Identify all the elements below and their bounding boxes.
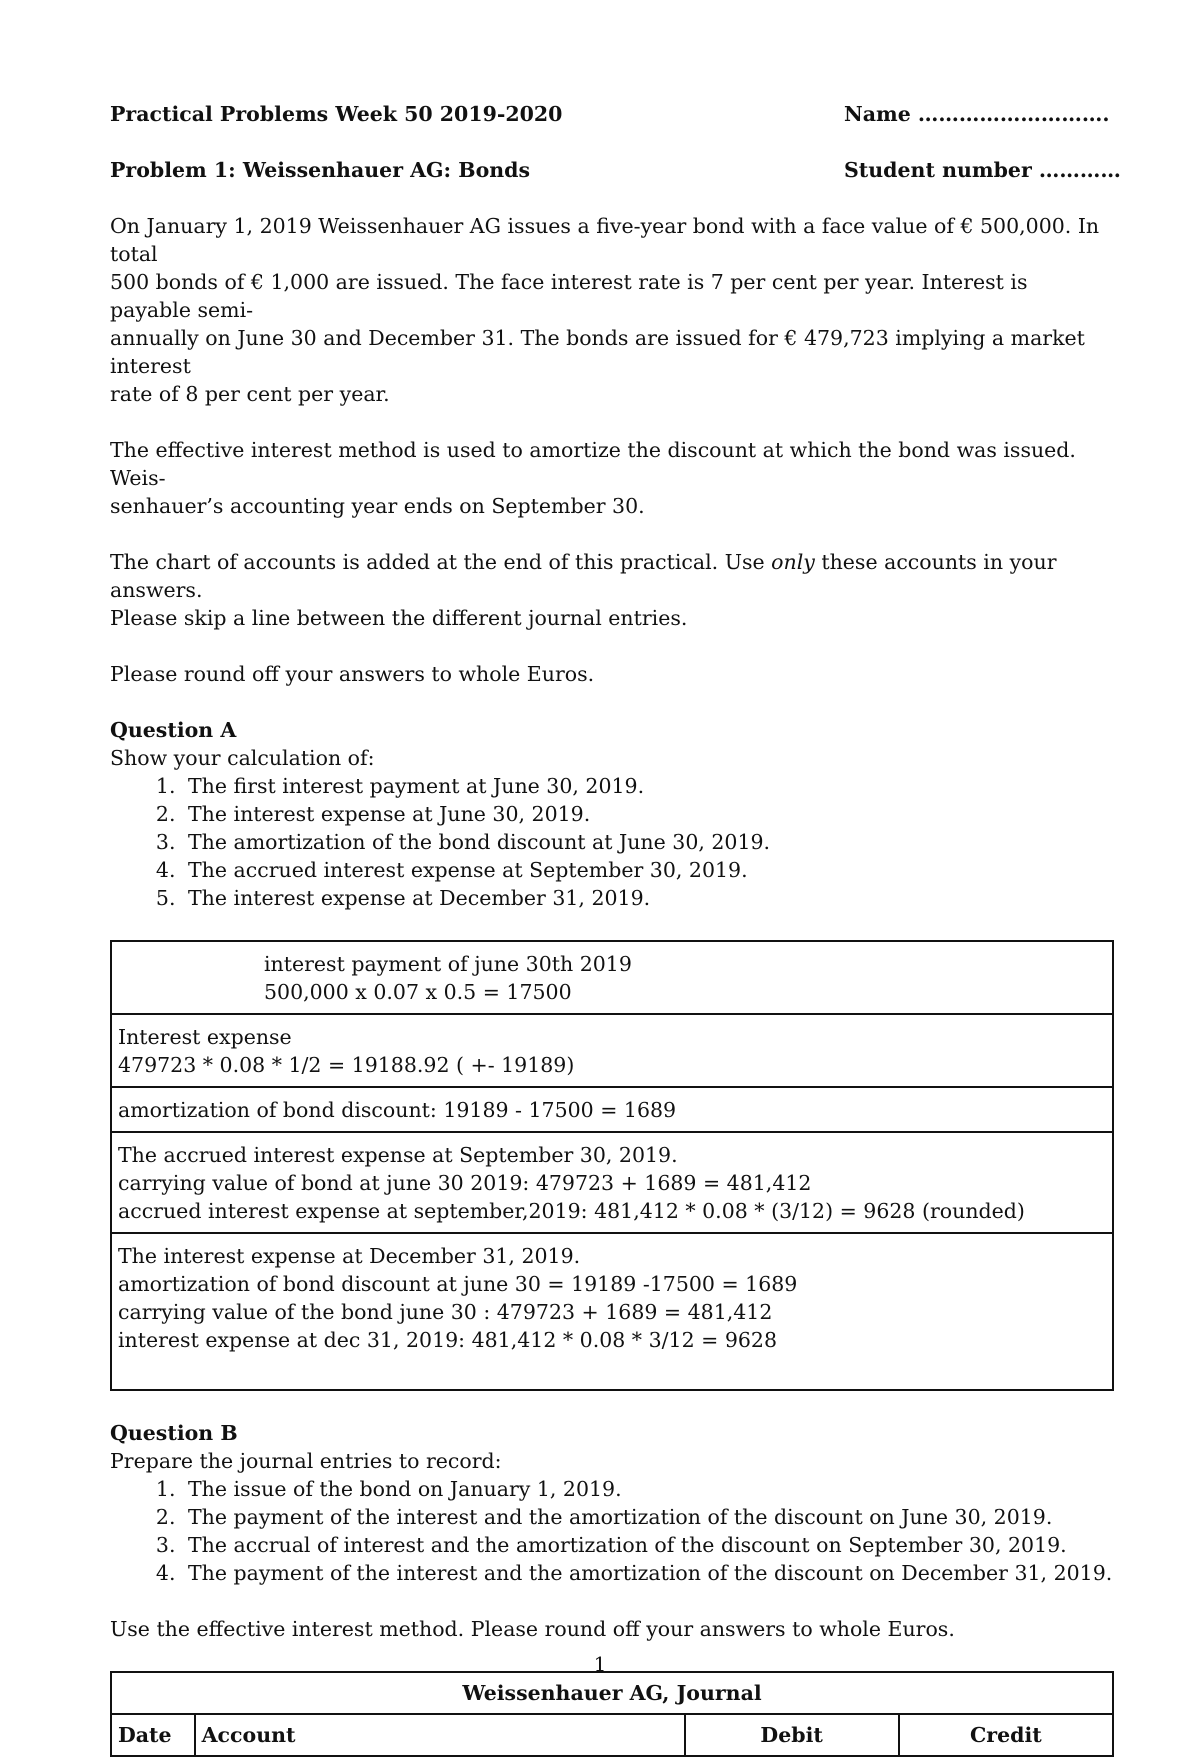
intro-line: The effective interest method is used to amortize the discount at which the bond was issued. Weis- [110,438,1076,490]
answer-box [110,940,1114,1391]
list-item: 2. The interest expense at June 30, 2019. [182,800,1114,828]
header-row-1 [110,100,1114,128]
intro-line: annually on June 30 and December 31. The bonds are issued for € 479,723 implying a market interest [110,326,1085,378]
intro-paragraph-2 [110,436,1114,520]
answer-line: Interest expense [118,1025,292,1049]
list-item: 3. The accrual of interest and the amortization of the discount on September 30, 2019. [182,1531,1114,1559]
intro-text: The chart of accounts is added at the end of this practical. Use [110,550,772,574]
question-b-note: Use the effective interest method. Please round off your answers to whole Euros. [110,1617,955,1641]
page-number: 1 [593,1652,607,1676]
journal-title-row [111,1672,1113,1714]
student-number-label: Student number ………… [844,158,1121,182]
question-b-list [110,1475,1114,1587]
answer-line: interest expense at dec 31, 2019: 481,412 * 0.08 * 3/12 = 9628 [118,1328,777,1352]
emphasis-only: only [771,550,815,574]
list-item: 4. The accrued interest expense at September 30, 2019. [182,856,1114,884]
journal-table [110,1671,1114,1757]
intro-line: senhauer’s accounting year ends on September 30. [110,494,645,518]
answer-cell-2[interactable] [112,1015,1112,1088]
intro-paragraph-1 [110,212,1114,408]
answer-line: interest payment of june 30th 2019 [264,952,632,976]
answer-line: The accrued interest expense at September 30, 2019. [118,1143,678,1167]
question-a-heading: Question A [110,718,237,742]
header-row-2 [110,156,1121,184]
intro-line: On January 1, 2019 Weissenhauer AG issues a five-year bond with a face value of € 500,000. In total [110,214,1100,266]
column-header-date: Date [111,1714,195,1756]
answer-line: accrued interest expense at september,2019: 481,412 * 0.08 * (3/12) = 9628 (rounded) [118,1199,1025,1223]
question-a-prompt: Show your calculation of: [110,746,375,770]
list-item: 2. The payment of the interest and the amortization of the discount on June 30, 2019. [182,1503,1114,1531]
list-item: 4. The payment of the interest and the amortization of the discount on December 31, 2019. [182,1559,1114,1587]
question-a-list [110,772,1114,912]
document-page [110,100,1121,1757]
intro-line: 500 bonds of € 1,000 are issued. The face interest rate is 7 per cent per year. Interest is payable semi- [110,270,1028,322]
journal-title: Weissenhauer AG, Journal [111,1672,1113,1714]
intro-line: rate of 8 per cent per year. [110,382,390,406]
intro-text: these accounts in your answers. [110,550,1057,602]
answer-line: amortization of bond discount at june 30 = 19189 -17500 = 1689 [118,1272,798,1296]
question-b-prompt: Prepare the journal entries to record: [110,1449,502,1473]
intro-paragraph-4: Please round off your answers to whole Euros. [110,662,595,686]
answer-line: 500,000 x 0.07 x 0.5 = 17500 [264,980,572,1004]
intro-paragraph-3 [110,548,1114,632]
column-header-account: Account [195,1714,685,1756]
journal-header-row [111,1714,1113,1756]
answer-cell-4[interactable] [112,1133,1112,1234]
list-item: 5. The interest expense at December 31, 2019. [182,884,1114,912]
answer-line: 479723 * 0.08 * 1/2 = 19188.92 ( +- 19189) [118,1053,575,1077]
document-title: Practical Problems Week 50 2019-2020 [110,102,563,126]
column-header-credit: Credit [899,1714,1113,1756]
answer-line: The interest expense at December 31, 2019. [118,1244,581,1268]
problem-title: Problem 1: Weissenhauer AG: Bonds [110,158,531,182]
answer-line: carrying value of the bond june 30 : 479723 + 1689 = 481,412 [118,1300,773,1324]
answer-cell-5[interactable] [112,1234,1112,1389]
answer-line: carrying value of bond at june 30 2019: 479723 + 1689 = 481,412 [118,1171,812,1195]
intro-line [110,548,1114,604]
list-item: 3. The amortization of the bond discount at June 30, 2019. [182,828,1114,856]
list-item: 1. The issue of the bond on January 1, 2019. [182,1475,1114,1503]
name-field-label: Name ………………………. [844,102,1110,126]
answer-cell-1[interactable] [112,942,1112,1015]
intro-line: Please skip a line between the different journal entries. [110,606,688,630]
column-header-debit: Debit [685,1714,899,1756]
answer-line: amortization of bond discount: 19189 - 17500 = 1689 [118,1098,677,1122]
answer-cell-3[interactable] [112,1088,1112,1133]
list-item: 1. The first interest payment at June 30, 2019. [182,772,1114,800]
question-b-heading: Question B [110,1421,238,1445]
